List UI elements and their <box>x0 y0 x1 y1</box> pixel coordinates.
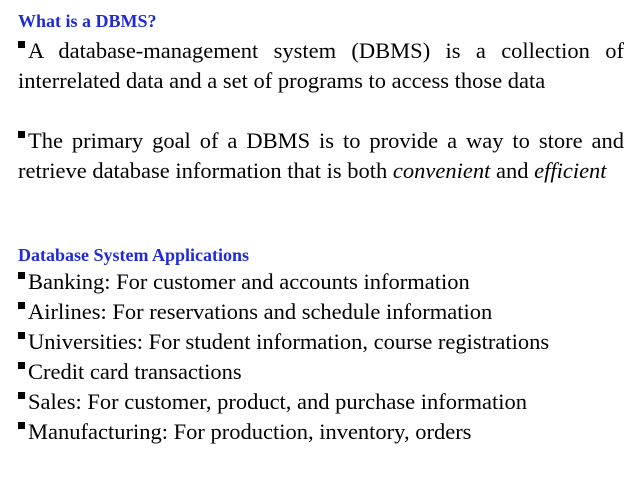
square-bullet-icon <box>18 362 25 369</box>
list-item-text: Sales: For customer, product, and purchase information <box>28 389 527 414</box>
list-item <box>18 387 628 417</box>
dbms-goal-emphasis-efficient: efficient <box>534 158 607 183</box>
dbms-goal-conjunction: and <box>490 158 535 183</box>
square-bullet-icon <box>18 272 25 279</box>
square-bullet-icon <box>18 302 25 309</box>
dbms-heading: What is a DBMS? <box>18 11 157 31</box>
square-bullet-icon <box>18 422 25 429</box>
square-bullet-icon <box>18 332 25 339</box>
list-item <box>18 327 628 357</box>
applications-heading: Database System Applications <box>18 245 250 265</box>
square-bullet-icon <box>18 41 25 48</box>
dbms-goal-emphasis-convenient: convenient <box>392 158 491 183</box>
dbms-definition-paragraph <box>18 36 624 96</box>
list-item <box>18 357 628 387</box>
list-item-text: Credit card transactions <box>28 359 242 384</box>
list-item-text: Manufacturing: For production, inventory, orders <box>28 419 472 444</box>
list-item-text: Universities: For student information, course registrations <box>28 329 550 354</box>
list-item-text: Airlines: For reservations and schedule information <box>28 299 493 324</box>
list-item-text: Banking: For customer and accounts information <box>28 269 470 294</box>
square-bullet-icon <box>18 131 25 138</box>
dbms-definition-text: A database-management system (DBMS) is a collection of interrelated data and a set of programs to access those data <box>18 38 624 93</box>
dbms-goal-paragraph <box>18 126 624 186</box>
applications-list <box>18 267 628 447</box>
list-item <box>18 297 628 327</box>
list-item <box>18 417 628 447</box>
square-bullet-icon <box>18 392 25 399</box>
list-item <box>18 267 628 297</box>
dbms-goal-text: The primary goal of a DBMS is to provide a way to store and retrieve database information that is both <box>18 128 624 183</box>
